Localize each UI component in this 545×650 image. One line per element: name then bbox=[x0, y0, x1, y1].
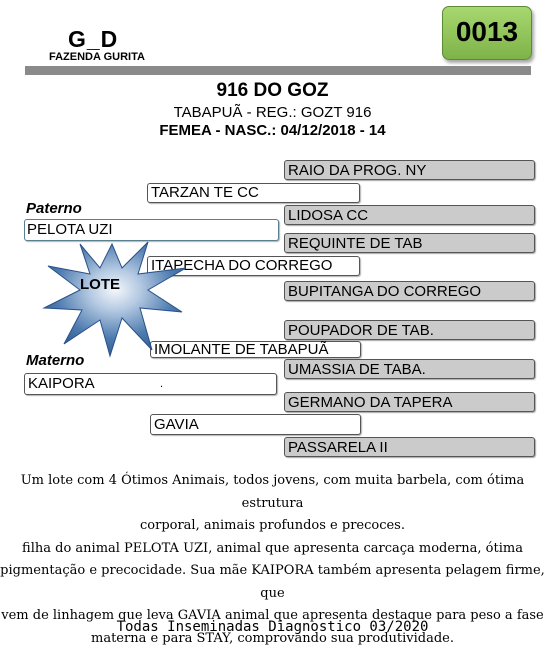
star-burst-icon bbox=[44, 242, 186, 356]
great-grandparent-6: UMASSIA DE TABA. bbox=[284, 359, 535, 379]
lot-number-badge: 0013 bbox=[442, 6, 532, 60]
great-grandparent-5: POUPADOR DE TAB. bbox=[284, 320, 535, 340]
dam-name-text: KAIPORA bbox=[28, 375, 95, 392]
lote-star-badge bbox=[40, 238, 190, 360]
description-line: vem de linhagem que leva GAVIA animal que apresenta destaque para peso a fase bbox=[0, 605, 545, 628]
description-line: pigmentação e precocidade. Sua mãe KAIPORA também apresenta pelagem firme, que bbox=[0, 560, 545, 605]
great-grandparent-1: RAIO DA PROG. NY bbox=[284, 160, 535, 180]
paternal-grandsire: TARZAN TE CC bbox=[147, 183, 360, 203]
dam-name bbox=[24, 373, 277, 395]
description-line: filha do animal PELOTA UZI, animal que apresenta carcaça moderna, ótima bbox=[0, 538, 545, 561]
great-grandparent-8: PASSARELA II bbox=[284, 437, 535, 457]
header-divider bbox=[25, 66, 531, 75]
description-line: materna e para STAY, comprovando sua produtividade. bbox=[0, 628, 545, 650]
maternal-label: Materno bbox=[26, 352, 84, 369]
paternal-label: Paterno bbox=[26, 200, 82, 217]
farm-logo-name: FAZENDA GURITA bbox=[49, 51, 145, 63]
maternal-granddam: GAVIA bbox=[150, 414, 361, 435]
great-grandparent-7: GERMANO DA TAPERA bbox=[284, 392, 535, 412]
great-grandparent-3: REQUINTE DE TAB bbox=[284, 233, 535, 253]
great-grandparent-4: BUPITANGA DO CORREGO bbox=[284, 281, 535, 301]
animal-name: 916 DO GOZ bbox=[0, 80, 545, 102]
animal-sex-birth: FEMEA - NASC.: 04/12/2018 - 14 bbox=[0, 122, 545, 139]
farm-logo-initials: G_D bbox=[68, 26, 118, 53]
maternal-grandsire: IMOLANTE DE TABAPUÃ bbox=[150, 341, 361, 358]
insemination-footer: Todas Inseminadas Diagnostico 03/2020 bbox=[0, 619, 545, 635]
sire-name: PELOTA UZI bbox=[24, 219, 279, 241]
description-line: Um lote com 4 Ótimos Animais, todos jovens, com muita barbela, com ótima estrutura bbox=[0, 470, 545, 515]
description-line: corporal, animais profundos e precoces. bbox=[0, 515, 545, 538]
paternal-granddam: ITAPECHA DO CORREGO bbox=[147, 256, 360, 276]
dam-name-mark: . bbox=[160, 374, 163, 394]
lote-label: LOTE bbox=[80, 276, 120, 293]
great-grandparent-2: LIDOSA CC bbox=[284, 205, 535, 225]
animal-origin-registration: TABAPUÃ - REG.: GOZT 916 bbox=[0, 104, 545, 121]
